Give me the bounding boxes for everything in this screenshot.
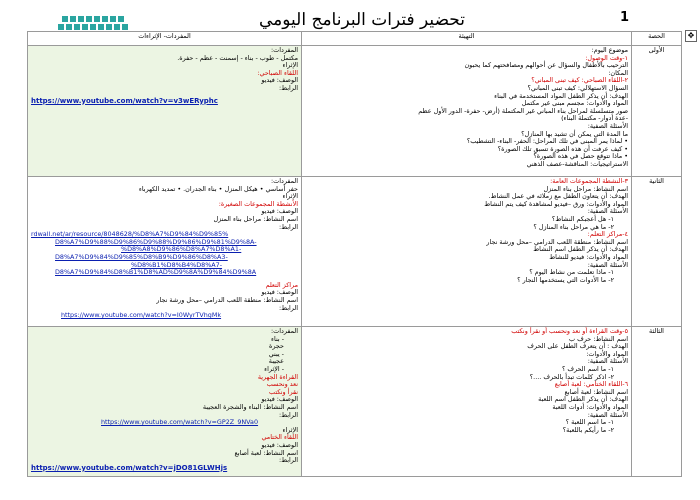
intro-line: المواد والأدوات: فيديو للنشاط bbox=[549, 252, 628, 261]
intro-line: الأسئلة الصفية: bbox=[587, 121, 628, 130]
voc-line: الرابط: bbox=[278, 83, 298, 92]
resource-link[interactable]: D8%A7%D9%84%D8%B1%D8%AD%D9%8A%D9%84%D9%8A bbox=[55, 268, 257, 277]
page-title: تحضير فترات البرنامج اليومي bbox=[258, 10, 466, 30]
header-vocabulary: المفردات- الإثراءات bbox=[28, 32, 302, 46]
voc-line: مراكز التعلم bbox=[265, 280, 298, 289]
intro-cell bbox=[302, 46, 632, 177]
intro-line: اسم النشاط: حرف ب bbox=[569, 334, 628, 343]
voc-line: - الإثراء bbox=[264, 364, 284, 373]
table-move-handle-icon[interactable]: ✥ bbox=[685, 30, 697, 42]
voc-line: نعد ونحسب bbox=[266, 380, 298, 389]
voc-line: اسم النشاط: مراحل بناء المنزل bbox=[213, 214, 298, 223]
session-cell: الثالثة bbox=[632, 327, 682, 477]
intro-line: الهدف: أن يتعاون الطفل مع زملائه في عمل النشاط. bbox=[488, 192, 628, 201]
voc-line: الرابط: bbox=[278, 456, 298, 465]
header-session: الحصة bbox=[632, 32, 682, 46]
voc-line: اسم النشاط: منطقة اللعب الدرامي –محل ورشة نجار bbox=[156, 295, 298, 304]
voc-line: الوصف: فيديو bbox=[261, 440, 298, 449]
voc-line: الوصف: فيديو bbox=[261, 395, 298, 404]
voc-line: الرابط: bbox=[278, 222, 298, 231]
youtube-link[interactable]: https://www.youtube.com/watch?v=v3wERyphc bbox=[31, 96, 218, 105]
intro-line: -عدة أدوار- مكتملة البناء) bbox=[561, 114, 628, 123]
session-cell: الأولى bbox=[632, 46, 682, 177]
voc-line: المفردات: bbox=[271, 177, 298, 185]
intro-line: الأسئلة الصفية: bbox=[587, 207, 628, 216]
session-cell: الثانية bbox=[632, 177, 682, 327]
voc-line: المفردات: bbox=[271, 327, 298, 335]
intro-line: الأسئلة الصفية: bbox=[587, 410, 628, 419]
vocabulary-cell bbox=[28, 327, 302, 477]
table-header-row bbox=[28, 32, 682, 46]
table-row bbox=[28, 46, 682, 177]
intro-line: ٤-مراكز التعلم: bbox=[587, 230, 628, 239]
intro-line: • كيف عرفت أن هذه الصورة تسبق تلك الصورة؟ bbox=[497, 144, 628, 153]
table-row bbox=[28, 177, 682, 327]
intro-line: الأسئلة الصفية: bbox=[587, 357, 628, 366]
voc-line: - يبني bbox=[268, 349, 284, 358]
intro-line: ١- هل أعجبكم النشاط؟ bbox=[551, 214, 614, 223]
voc-line: الرابط: bbox=[278, 410, 298, 419]
intro-cell bbox=[302, 327, 632, 477]
intro-line: • لماذا يمر المبنى في تلك المراحل: الحفر- البناء- التشطيب؟ bbox=[466, 137, 628, 146]
intro-line: المواد والأدوات: أدوات اللعبة bbox=[552, 402, 628, 411]
page-number: 1 bbox=[620, 10, 630, 25]
intro-line: ٢-اللقاء الصباحي: كيف تبنى المباني؟ bbox=[531, 76, 628, 85]
voc-line: الوصف: فيديو bbox=[261, 76, 298, 85]
intro-line: المكان: bbox=[608, 68, 628, 77]
intro-line: الأسئلة الصفية: bbox=[587, 260, 628, 269]
voc-line: القراءة الجهرية bbox=[257, 372, 298, 381]
intro-line: موضوع اليوم: bbox=[591, 46, 628, 54]
vocabulary-cell bbox=[28, 46, 302, 177]
intro-line: ١-وقت الوصول: bbox=[585, 53, 628, 62]
resource-link[interactable]: rdwall.net/ar/resource/8048628/%D8%A7%D9%84%D9%85% bbox=[31, 230, 229, 239]
voc-line: اسم النشاط: البناء والشجرة العجيبة bbox=[202, 402, 298, 411]
voc-line: الإثراء bbox=[282, 425, 298, 434]
intro-line: السؤال الاستهلالي: كيف تبنى المباني؟ bbox=[527, 83, 628, 92]
intro-line: اسم النشاط: مراحل بناء المنزل bbox=[543, 184, 628, 193]
intro-line: المواد والأدوات: ورق –فيديو لمشاهدة كيف يتم النشاط bbox=[484, 199, 628, 208]
voc-line: حجرة bbox=[269, 342, 284, 351]
voc-line: الأنشطة المجموعات الصغيرة: bbox=[218, 199, 298, 208]
resource-link[interactable]: %D8%B1%D8%B4%D8%A7- bbox=[131, 260, 223, 269]
voc-line: عجيبة bbox=[268, 357, 284, 366]
intro-line: ١- ما اسم اللعبة ؟ bbox=[565, 418, 614, 427]
table-row bbox=[28, 327, 682, 477]
voc-line: - بناء bbox=[271, 334, 284, 343]
intro-line: المواد والأدوات: bbox=[586, 349, 628, 358]
intro-line: الترحيب بالأطفال والسؤال عن أحوالهم ومصافحتهم كما يحبون bbox=[464, 61, 628, 70]
intro-line: ٣-النشطة المجموعات العامة: bbox=[550, 177, 628, 185]
voc-line: مكتمل - طوب - بناء - إسمنت - عظم - حفرة. bbox=[177, 53, 298, 62]
intro-cell bbox=[302, 177, 632, 327]
intro-line: ٢- ما الأدوات التي يستخدمها النجار ؟ bbox=[517, 275, 614, 284]
intro-line: ٢- ما هي مراحل بناء المنازل ؟ bbox=[533, 222, 614, 231]
intro-line: ما المدة التي يمكن أن تشيد بها المنازل؟ bbox=[521, 129, 628, 138]
voc-line: اللقاء الختامي bbox=[261, 433, 298, 442]
daily-plan-table bbox=[27, 31, 682, 477]
voc-line: نقرأ ونكتب bbox=[269, 387, 298, 396]
voc-line: المفردات: bbox=[271, 46, 298, 54]
youtube-link[interactable]: https://www.youtube.com/watch?v=GP2Z_9NVa0 bbox=[101, 418, 259, 427]
intro-line: صور متسلسلة لمراحل بناء المباني غير المكتملة (أرض- حفرة- الدور الأول عظم bbox=[418, 106, 628, 115]
intro-line: ١- ما اسم الحرف ؟ bbox=[561, 364, 614, 373]
voc-line: حفر أساسي • هيكل المنزل • بناء الجدران. • تمديد الكهرباء bbox=[138, 184, 298, 193]
voc-line: الوصف: فيديو bbox=[261, 288, 298, 297]
intro-line: ١- ماذا تعلمت من نشاط اليوم ؟ bbox=[529, 268, 614, 277]
voc-line: اسم النشاط: لعبة أصابع bbox=[234, 448, 298, 457]
resource-link[interactable]: D8%A7%D9%84%D9%85%D8%B9%D9%86%D8%A3- bbox=[55, 252, 228, 261]
intro-line: • ماذا تتوقع حصل في هذه الصورة؟ bbox=[533, 152, 628, 161]
youtube-link[interactable]: https://www.youtube.com/watch?v=I0WyrTVhgMk bbox=[61, 311, 222, 320]
intro-line: الهدف : أن يتعرف الطفل على الحرف bbox=[527, 342, 628, 351]
vocabulary-cell bbox=[28, 177, 302, 327]
resource-link[interactable]: D8%A7%D9%88%D9%86%D9%88%D9%86%D9%81%D9%8A- bbox=[55, 237, 257, 246]
intro-line: الهدف: أن يذكر الطفل اسم اللعبة bbox=[538, 395, 628, 404]
intro-line: الهدف: أن يذكر الطفل المواد المستخدمة في البناء bbox=[494, 91, 628, 100]
intro-line: الهدف: أن يذكر الطفل اسم النشاط bbox=[533, 245, 628, 254]
voc-line: اللقاء الصباحي: bbox=[257, 68, 298, 77]
intro-line: ٥-وقت القراءة أو نعد ونحسب أو نقرأ ونكتب bbox=[511, 327, 628, 335]
intro-line: المواد والأدوات: مجسم مبنى غير مكتمل bbox=[521, 99, 628, 108]
voc-line: الإثراء bbox=[282, 61, 298, 70]
header-intro: التهيئة bbox=[302, 32, 632, 46]
voc-line: الوصف: فيديو bbox=[261, 207, 298, 216]
intro-line: ٢- ما رأيكم باللعبة؟ bbox=[562, 425, 614, 434]
resource-link[interactable]: %D8%A8%D9%86%D8%A7%D8%A1- bbox=[121, 245, 242, 254]
voc-line: الرابط: bbox=[278, 303, 298, 312]
youtube-link[interactable]: https://www.youtube.com/watch?v=jDO81GLWHjs bbox=[31, 463, 228, 472]
intro-line: اسم النشاط: لعبة أصابع bbox=[564, 387, 628, 396]
intro-line: ٦-اللقاء الختامي: لعبة أصابع bbox=[554, 380, 628, 389]
intro-line: اسم النشاط: منطقة اللعب الدرامي –محل ورشة نجار bbox=[486, 237, 628, 246]
voc-line: الإثراء bbox=[282, 192, 298, 201]
intro-line: الاستراتيجيات: المناقشة-عصف الذهني bbox=[526, 159, 628, 168]
intro-line: ٢- اذكر كلمات تبدأ بالحرف ....؟ bbox=[529, 372, 614, 381]
